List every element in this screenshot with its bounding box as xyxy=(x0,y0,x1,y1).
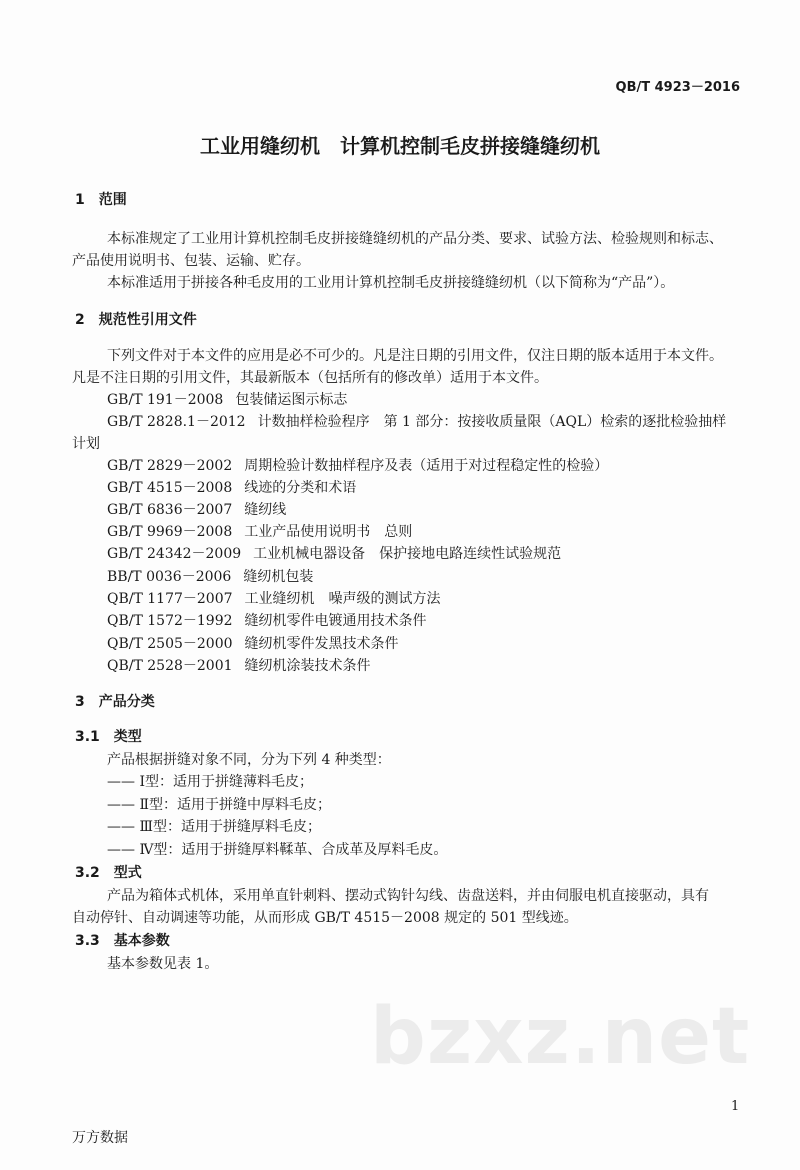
section-3-2-heading: 3.2 型式 xyxy=(75,865,142,881)
reference-item: GB/T 2829－2002 周期检验计数抽样程序及表（适用于对过程稳定性的检验） xyxy=(107,458,609,474)
paragraph: 下列文件对于本文件的应用是必不可少的。凡是注日期的引用文件，仅注日期的版本适用于本文件。 xyxy=(107,348,723,364)
paragraph: 本标准适用于拼接各种毛皮用的工业用计算机控制毛皮拼接缝缝纫机（以下简称为“产品”）。 xyxy=(107,275,675,291)
reference-item: GB/T 24342－2009 工业机械电器设备 保护接地电路连续性试验规范 xyxy=(107,546,562,562)
reference-item: BB/T 0036－2006 缝纫机包装 xyxy=(107,569,314,585)
reference-item-continuation: 计划 xyxy=(72,436,100,452)
paragraph: 产品根据拼缝对象不同，分为下列 4 种类型： xyxy=(107,752,391,768)
type-item: —— Ⅰ型：适用于拼缝薄料毛皮； xyxy=(107,774,313,790)
type-item: —— Ⅱ型：适用于拼缝中厚料毛皮； xyxy=(107,797,331,813)
type-item: —— Ⅲ型：适用于拼缝厚料毛皮； xyxy=(107,819,321,835)
reference-item: GB/T 4515－2008 线迹的分类和术语 xyxy=(107,480,357,496)
section-3-3-heading: 3.3 基本参数 xyxy=(75,933,170,949)
source-mark: 万方数据 xyxy=(72,1130,128,1146)
paragraph: 产品为箱体式机体，采用单直针刺料、摆动式钩针勾线、齿盘送料，并由伺服电机直接驱动，具有 xyxy=(107,888,709,904)
reference-item: QB/T 1572－1992 缝纫机零件电镀通用技术条件 xyxy=(107,613,427,629)
standard-code: QB/T 4923－2016 xyxy=(615,80,740,95)
reference-item: QB/T 2528－2001 缝纫机涂装技术条件 xyxy=(107,658,371,674)
section-3-1-heading: 3.1 类型 xyxy=(75,729,142,745)
section-2-heading: 2 规范性引用文件 xyxy=(75,312,197,328)
watermark: bzxz.net xyxy=(370,992,751,1082)
type-item: —— Ⅳ型：适用于拼缝厚料鞣革、合成革及厚料毛皮。 xyxy=(107,842,448,858)
paragraph: 基本参数见表 1。 xyxy=(107,956,219,972)
paragraph: 产品使用说明书、包装、运输、贮存。 xyxy=(72,253,310,269)
paragraph: 凡是不注日期的引用文件，其最新版本（包括所有的修改单）适用于本文件。 xyxy=(72,370,548,386)
paragraph: 自动停针、自动调速等功能，从而形成 GB/T 4515－2008 规定的 501 型线迹。 xyxy=(72,910,578,926)
reference-item: QB/T 2505－2000 缝纫机零件发黑技术条件 xyxy=(107,636,399,652)
reference-item: GB/T 191－2008 包装储运图示标志 xyxy=(107,392,348,408)
page-number: 1 xyxy=(731,1099,740,1114)
page-title: 工业用缝纫机 计算机控制毛皮拼接缝缝纫机 xyxy=(200,134,600,158)
reference-item: GB/T 2828.1－2012 计数抽样检验程序 第 1 部分：按接收质量限（AQL）检索的逐批检验抽样 xyxy=(107,414,727,430)
section-1-heading: 1 范围 xyxy=(75,192,127,208)
reference-item: QB/T 1177－2007 工业缝纫机 噪声级的测试方法 xyxy=(107,591,441,607)
reference-item: GB/T 6836－2007 缝纫线 xyxy=(107,502,287,518)
section-3-heading: 3 产品分类 xyxy=(75,694,155,710)
reference-item: GB/T 9969－2008 工业产品使用说明书 总则 xyxy=(107,524,413,540)
paragraph: 本标准规定了工业用计算机控制毛皮拼接缝缝纫机的产品分类、要求、试验方法、检验规则和标志、 xyxy=(107,231,723,247)
